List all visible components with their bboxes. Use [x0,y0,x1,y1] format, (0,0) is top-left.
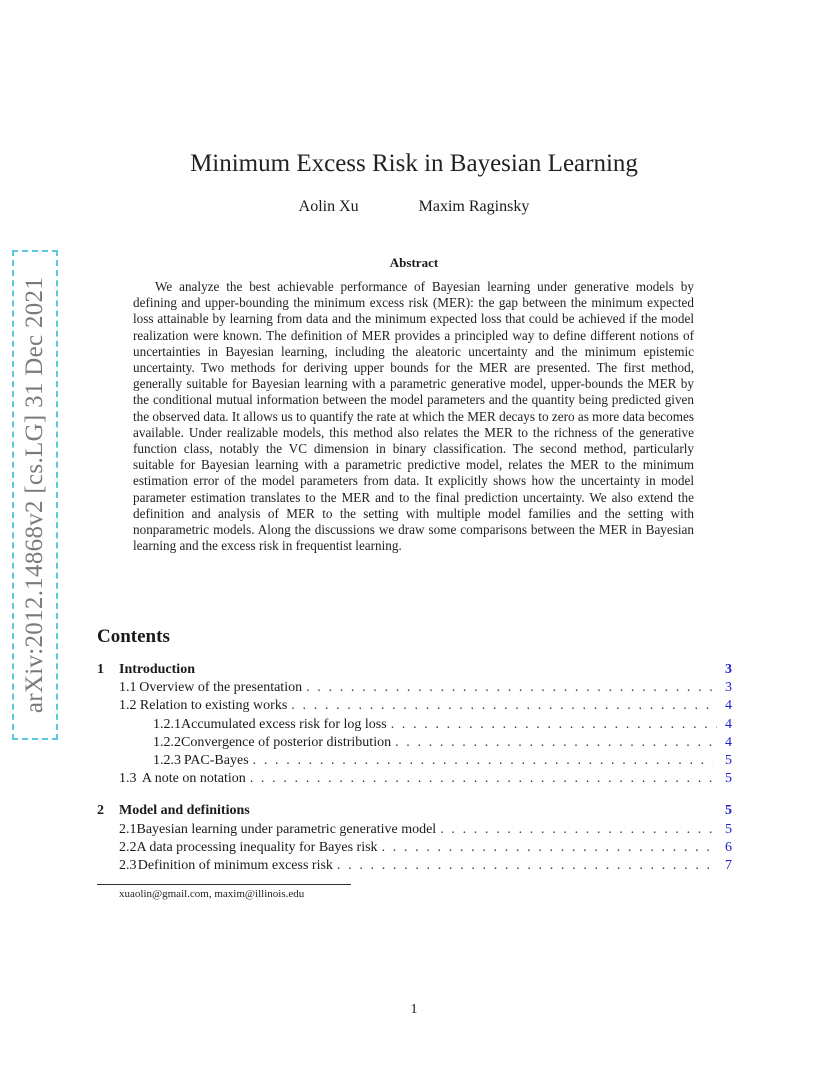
toc-entry[interactable] [97,735,732,753]
toc-page-link[interactable]: 7 [725,857,732,873]
toc-entry-number: 2.1 [119,821,137,837]
arxiv-identifier: arXiv:2012.14868v2 [cs.LG] 31 Dec 2021 [21,276,48,714]
toc-page-link[interactable]: 5 [725,821,732,837]
toc-entry-number: 1 [97,662,104,677]
toc-entry-number: 1.3 [119,771,137,787]
toc-dot-leader [337,858,715,874]
author-name: Maxim Raginsky [418,198,530,215]
abstract-heading: Abstract [389,255,439,270]
toc-entry-label[interactable]: Introduction [119,662,195,677]
toc-page-link[interactable]: 4 [725,716,732,732]
toc-entry[interactable] [97,680,732,698]
toc-section-entry[interactable] [97,662,732,680]
toc-dot-leader [395,735,717,751]
toc-page-link[interactable]: 5 [725,752,732,768]
contents-heading: Contents [97,626,170,647]
toc-dot-leader [250,771,713,787]
author-name: Aolin Xu [298,198,359,215]
toc-dot-leader [253,753,713,769]
page-number: 1 [410,1002,418,1017]
toc-entry-label[interactable]: A note on notation [141,771,246,787]
toc-entry-number: 2 [97,803,104,819]
toc-dot-leader [291,698,713,714]
toc-page-link[interactable]: 5 [725,803,732,819]
toc-entry-label[interactable]: Definition of minimum excess risk [137,857,333,873]
toc-entry-label[interactable]: A data processing inequality for Bayes risk [136,839,378,855]
footnote-divider [97,884,351,885]
arxiv-stamp [12,250,58,740]
toc-entry[interactable] [97,717,732,735]
author-list [0,198,828,216]
toc-entry-label[interactable]: Bayesian learning under parametric generative model [136,821,437,837]
toc-entry[interactable] [97,840,732,858]
table-of-contents [97,662,732,876]
toc-entry-number: 1.2 [119,698,137,714]
toc-entry[interactable] [97,753,732,771]
toc-entry-label[interactable]: Accumulated excess risk for log loss [181,716,387,732]
toc-entry[interactable] [97,698,732,716]
toc-section-entry[interactable] [97,803,732,821]
abstract-text: We analyze the best achievable performance of Bayesian learning under generative models by defining and upper-bounding the minimum excess risk (MER): the gap between the minimum expected loss attainable by learning from data and the minimum expected loss that could be achieved if the model realization were known. The definition of MER provides a principled way to define different notions of uncertainties in Bayesian learning, including the aleatoric uncertainty and the minimum epistemic uncertainty. Two methods for deriving upper bounds for the MER are presented. The first method, generally suitable for Bayesian learning with a parametric generative model, upper-bounds the MER by the conditional mutual information between the model parameters and the quantity being predicted given the observed data. It allows us to quantify the rate at which the MER decays to zero as more data becomes available. Under realizable models, this method also relates the MER to the richness of the generative function class, notably the VC dimension in binary classification. The second method, particularly suitable for Bayesian learning with a parametric predictive model, relates the MER to the minimum estimation error of the model parameters from data. It explicitly shows how the uncertainty in model parameter estimation translates to the MER and to the final prediction uncertainty. We also extend the definition and analysis of MER to the setting with multiple model families and the setting with nonparametric models. Along the discussions we draw some comparisons between the MER in Bayesian learning and the excess risk in frequentist learning. [133,279,694,554]
paper-title: Minimum Excess Risk in Bayesian Learning [190,150,638,177]
toc-entry-number: 1.2.2 [153,734,181,750]
toc-entry-number: 2.3 [119,857,137,873]
toc-entry-label[interactable]: Overview of the presentation [139,680,303,696]
toc-dot-leader [391,717,717,733]
toc-page-link[interactable]: 3 [725,680,733,696]
toc-entry[interactable] [97,822,732,840]
toc-entry[interactable] [97,771,732,789]
toc-entry-number: 2.2 [119,839,137,855]
toc-entry[interactable] [97,858,732,876]
toc-entry-label[interactable]: Convergence of posterior distribution [181,734,392,750]
toc-dot-leader [440,822,718,838]
toc-entry-number: 1.2.1 [153,716,181,732]
toc-entry-label[interactable]: Relation to existing works [139,698,288,714]
toc-entry-number: 1.1 [119,680,137,696]
toc-entry-label[interactable]: Model and definitions [119,803,250,819]
toc-page-link[interactable]: 5 [725,771,732,787]
toc-entry-label[interactable]: PAC-Bayes [183,752,249,768]
toc-page-link[interactable]: 6 [725,839,732,855]
footnote-emails: xuaolin@gmail.com, maxim@illinois.edu [119,888,305,900]
toc-page-link[interactable]: 3 [725,662,732,677]
toc-page-link[interactable]: 4 [725,734,732,750]
toc-entry-number: 1.2.3 [153,752,181,768]
toc-page-link[interactable]: 4 [724,698,732,714]
toc-dot-leader [306,680,714,696]
toc-dot-leader [382,840,717,856]
